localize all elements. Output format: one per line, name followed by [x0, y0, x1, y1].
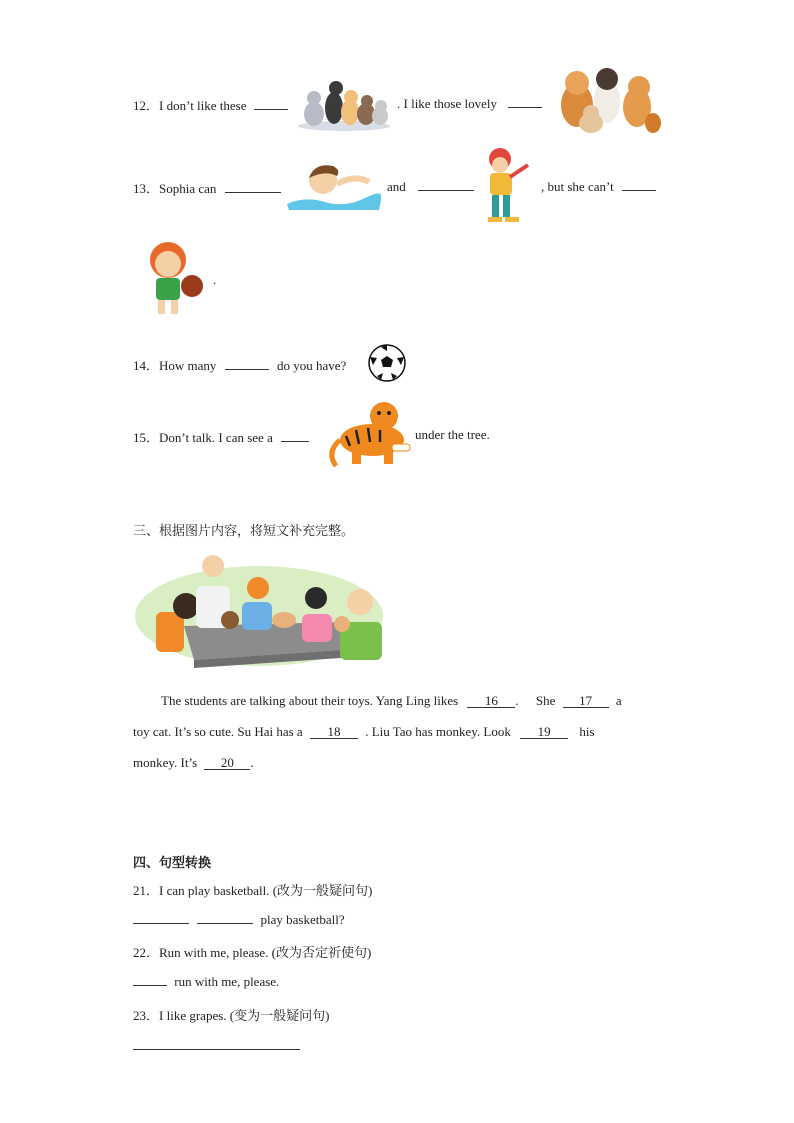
- question-text: . I like those lovely: [397, 96, 498, 111]
- question-14: [133, 355, 346, 374]
- answer-blank[interactable]: [622, 178, 656, 191]
- passage-text: monkey. It’s: [133, 755, 198, 770]
- passage-text: .: [515, 693, 519, 708]
- basketball-girl-picture: [140, 236, 210, 318]
- answer-blank[interactable]: [418, 178, 474, 191]
- question-text: Sophia can: [159, 181, 217, 196]
- question-number: 14．: [133, 358, 160, 373]
- question-text: I don’t like these: [159, 98, 247, 113]
- section-4-title: 四、句型转换: [133, 856, 212, 871]
- answer-blank[interactable]: [197, 911, 253, 924]
- answer-blank[interactable]: [133, 911, 189, 924]
- question-text: Run with me, please. (改为否定祈使句): [159, 945, 372, 960]
- passage-line-1: [161, 693, 622, 709]
- question-number: 23．: [133, 1008, 160, 1023]
- tiger-picture: [326, 396, 412, 470]
- question-number: 22．: [133, 945, 160, 960]
- answer-blank[interactable]: [133, 973, 167, 986]
- answer-blank[interactable]: [225, 357, 269, 370]
- students-toys-picture: [134, 550, 384, 668]
- answer-blank[interactable]: [508, 95, 542, 108]
- question-12: [133, 95, 288, 114]
- question-text: I can play basketball. (改为一般疑问句): [159, 883, 373, 898]
- question-text: under the tree.: [415, 427, 490, 442]
- question-12-cont: [397, 95, 542, 112]
- question-text: I like grapes. (变为一般疑问句): [159, 1008, 330, 1023]
- passage-text: .: [250, 755, 254, 770]
- question-15: [133, 427, 309, 446]
- passage-text: The students are talking about their toys. Yang Ling likes: [161, 693, 459, 708]
- dogs-picture: [555, 65, 663, 137]
- answer-blank[interactable]: [281, 429, 309, 442]
- question-text: and: [387, 179, 406, 194]
- question-text: How many: [159, 358, 217, 373]
- question-22-answer: [133, 973, 279, 990]
- skating-girl-picture: [472, 143, 536, 227]
- question-21-answer: [133, 911, 345, 928]
- blank-18[interactable]: 18: [310, 725, 358, 739]
- football-picture: [367, 343, 407, 383]
- question-text: run with me, please.: [174, 974, 280, 989]
- question-text: .: [213, 272, 217, 287]
- passage-text: his: [579, 724, 595, 739]
- blank-16[interactable]: 16: [467, 694, 515, 708]
- section-3-title: 三、根据图片内容，将短文补充完整。: [133, 524, 355, 539]
- blank-17[interactable]: 17: [563, 694, 609, 708]
- question-13: [133, 178, 281, 197]
- passage-text: She: [535, 693, 556, 708]
- question-number: 13．: [133, 181, 160, 196]
- question-15-cont: [415, 427, 490, 443]
- question-23: [133, 1005, 329, 1024]
- blank-20[interactable]: 20: [204, 756, 250, 770]
- question-text: play basketball?: [260, 912, 345, 927]
- question-number: 12．: [133, 98, 160, 113]
- blank-19[interactable]: 19: [520, 725, 568, 739]
- question-13-and: [387, 178, 474, 195]
- question-21: [133, 880, 372, 899]
- passage-text: toy cat. It’s so cute. Su Hai has a: [133, 724, 303, 739]
- question-13-end: [213, 272, 216, 288]
- answer-blank[interactable]: [254, 97, 288, 110]
- passage-line-3: [133, 755, 254, 771]
- question-text: Don’t talk. I can see a: [159, 430, 273, 445]
- question-text: do you have?: [276, 358, 347, 373]
- question-number: 15．: [133, 430, 160, 445]
- passage-text: a: [615, 693, 622, 708]
- cats-picture: [296, 70, 392, 132]
- question-text: , but she can’t: [541, 179, 614, 194]
- question-23-answer-line[interactable]: [133, 1036, 300, 1050]
- passage-line-2: [133, 724, 595, 740]
- question-number: 21．: [133, 883, 160, 898]
- question-22: [133, 942, 371, 961]
- swimming-girl-picture: [285, 154, 381, 212]
- passage-text: . Liu Tao has monkey. Look: [365, 724, 511, 739]
- answer-blank[interactable]: [225, 180, 281, 193]
- question-13-cont: [541, 178, 656, 195]
